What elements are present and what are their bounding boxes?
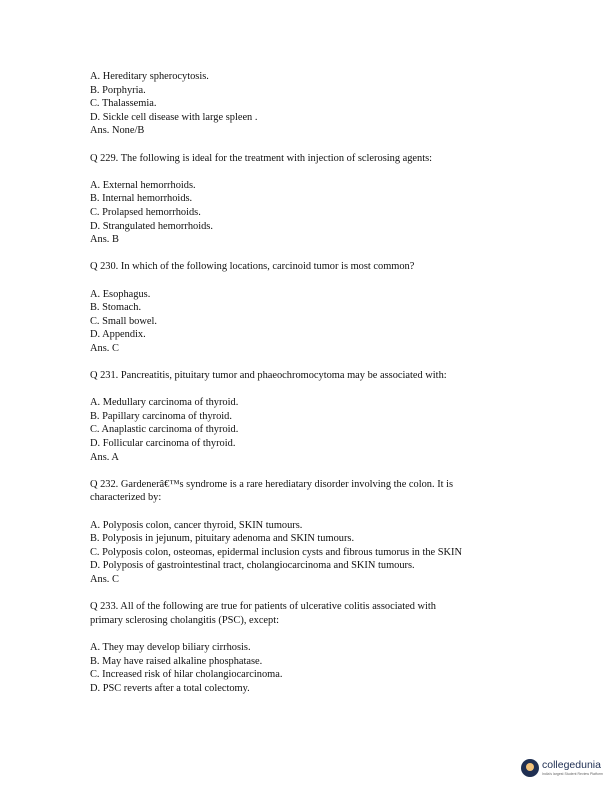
question-line: Q 232. Gardenerâ€™s syndrome is a rare herediatary disorder involving the colon. It is: [90, 478, 454, 490]
question-line: Q 229. The following is ideal for the treatment with injection of sclerosing agents:: [90, 152, 433, 164]
spacer: [90, 247, 530, 261]
text-line: B. Polyposis in jejunum, pituitary adenoma and SKIN tumours.: [90, 533, 355, 545]
text-line: D. Follicular carcinoma of thyroid.: [90, 438, 236, 450]
question-line: Q 233. All of the following are true for patients of ulcerative colitis associated with: [90, 601, 436, 613]
text-line: C. Small bowel.: [90, 315, 157, 327]
spacer: [90, 505, 530, 519]
text-line: A. External hemorrhoids.: [90, 179, 196, 191]
spacer: [90, 274, 530, 288]
logo-tagline: India's largest Student Review Platform: [542, 772, 603, 776]
text-line: B. Papillary carcinoma of thyroid.: [90, 410, 232, 422]
spacer: [90, 355, 530, 369]
document-body: [90, 70, 530, 695]
text-line: A. Polyposis colon, cancer thyroid, SKIN tumours.: [90, 519, 303, 531]
text-line: B. Internal hemorrhoids.: [90, 193, 193, 205]
spacer: [90, 587, 530, 601]
text-line: D. Sickle cell disease with large spleen .: [90, 111, 258, 123]
text-line: B. Porphyria.: [90, 84, 146, 96]
answer-line: Ans. B: [90, 234, 119, 246]
collegedunia-logo[interactable]: [521, 757, 601, 781]
text-line: D. PSC reverts after a total colectomy.: [90, 682, 250, 694]
text-line: D. Strangulated hemorrhoids.: [90, 220, 213, 232]
text-line: B. Stomach.: [90, 302, 142, 314]
text-line: C. Prolapsed hemorrhoids.: [90, 206, 201, 218]
question-line: Q 230. In which of the following locations, carcinoid tumor is most common?: [90, 261, 415, 273]
spacer: [90, 138, 530, 152]
text-line: C. Anaplastic carcinoma of thyroid.: [90, 424, 239, 436]
spacer: [90, 627, 530, 641]
text-line: D. Polyposis of gastrointestinal tract, cholangiocarcinoma and SKIN tumours.: [90, 560, 415, 572]
text-line: A. Medullary carcinoma of thyroid.: [90, 397, 239, 409]
spacer: [90, 165, 530, 179]
text-line: D. Appendix.: [90, 329, 146, 341]
logo-text: collegedunia: [542, 759, 601, 771]
answer-line: Ans. C: [90, 573, 119, 585]
question-line: characterized by:: [90, 492, 162, 504]
text-line: C. Thalassemia.: [90, 98, 157, 110]
question-line: primary sclerosing cholangitis (PSC), except:: [90, 614, 280, 626]
spacer: [90, 464, 530, 478]
answer-line: Ans. A: [90, 451, 119, 463]
answer-line: Ans. None/B: [90, 125, 145, 137]
text-line: A. They may develop biliary cirrhosis.: [90, 641, 251, 653]
text-line: C. Increased risk of hilar cholangiocarcinoma.: [90, 669, 283, 681]
question-line: Q 231. Pancreatitis, pituitary tumor and phaeochromocytoma may be associated with:: [90, 370, 447, 382]
mascot-icon: [521, 759, 539, 777]
text-line: A. Hereditary spherocytosis.: [90, 71, 209, 82]
text-line: B. May have raised alkaline phosphatase.: [90, 655, 263, 667]
text-line: C. Polyposis colon, osteomas, epidermal inclusion cysts and fibrous tumorus in the SKIN: [90, 546, 463, 558]
answer-line: Ans. C: [90, 342, 119, 354]
text-line: A. Esophagus.: [90, 288, 151, 300]
spacer: [90, 383, 530, 397]
